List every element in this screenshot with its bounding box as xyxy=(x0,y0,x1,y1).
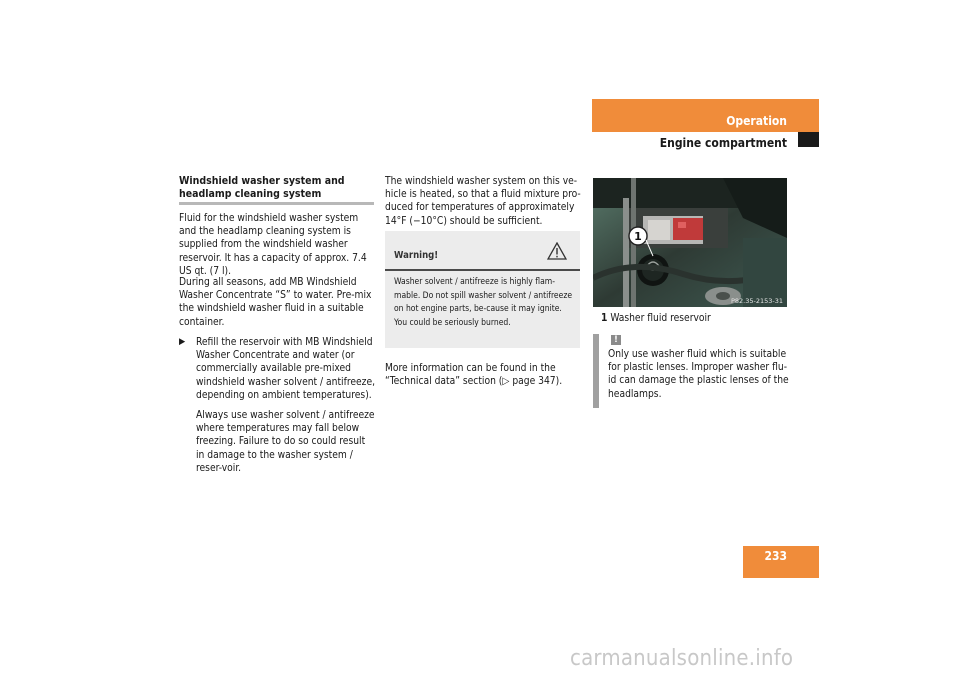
warning-divider xyxy=(385,269,580,271)
column2-paragraph: The windshield washer system on this ve-hicle is heated, so that a fluid mixture pro-duced for temperatures of approximately 14°F (−10°C) should be sufficient. xyxy=(385,176,581,227)
header-marker xyxy=(798,132,819,147)
technical-data-reference: More information can be found in the “Technical data” section (▷ page 347). xyxy=(385,363,563,388)
note-text: Only use washer fluid which is suitable for plastic lenses. Improper washer flu-id can damage the plastic lenses of the headlamps. xyxy=(608,349,789,400)
warning-title: Warning! xyxy=(394,250,439,261)
column1-paragraph: Fluid for the windshield washer system and the headlamp cleaning system is supplied from the windshield washer reservoir. It has a capacity of approx. 7.4 US qt. (7 l). xyxy=(179,213,367,277)
engine-compartment-photo xyxy=(593,178,787,307)
caption-text: Washer fluid reservoir xyxy=(610,313,711,324)
page-number: 233 xyxy=(764,549,787,563)
section-title: Operation xyxy=(726,114,787,128)
photo-caption xyxy=(601,312,791,325)
instruction-note: Always use washer solvent / antifreeze where temperatures may fall below freezing. Failure to do so could result in damage to the washer system / reser-voir. xyxy=(196,410,375,474)
column1-heading: Windshield washer system and headlamp cleaning system xyxy=(179,175,345,200)
warning-triangle-icon xyxy=(547,242,567,260)
photo-code: P82.35-2153-31 xyxy=(730,297,783,305)
heading-divider xyxy=(179,202,374,205)
engine-photo-illustration xyxy=(593,178,787,307)
exclamation-icon: ! xyxy=(611,335,621,345)
subsection-title: Engine compartment xyxy=(659,136,787,150)
bullet-arrow-icon: ▶ xyxy=(179,337,186,347)
warning-text: Washer solvent / antifreeze is highly flam-mable. Do not spill washer solvent / antifreeze on hot engine parts, be-cause it may ignite. You could be seriously burned. xyxy=(394,277,573,328)
caption-number: 1 xyxy=(601,313,608,324)
instruction-step: Refill the reservoir with MB Windshield Washer Concentrate and water (or commercially available pre-mixed windshield washer solvent / antifreeze, depending on ambient temperatures). xyxy=(196,337,376,401)
note-sidebar xyxy=(593,334,599,408)
column1-paragraph: During all seasons, add MB Windshield Washer Concentrate “S” to water. Pre-mix the windshield washer fluid in a suitable container. xyxy=(179,277,372,328)
watermark: carmanualsonline.info xyxy=(570,646,794,671)
callout-number: 1 xyxy=(634,230,642,243)
